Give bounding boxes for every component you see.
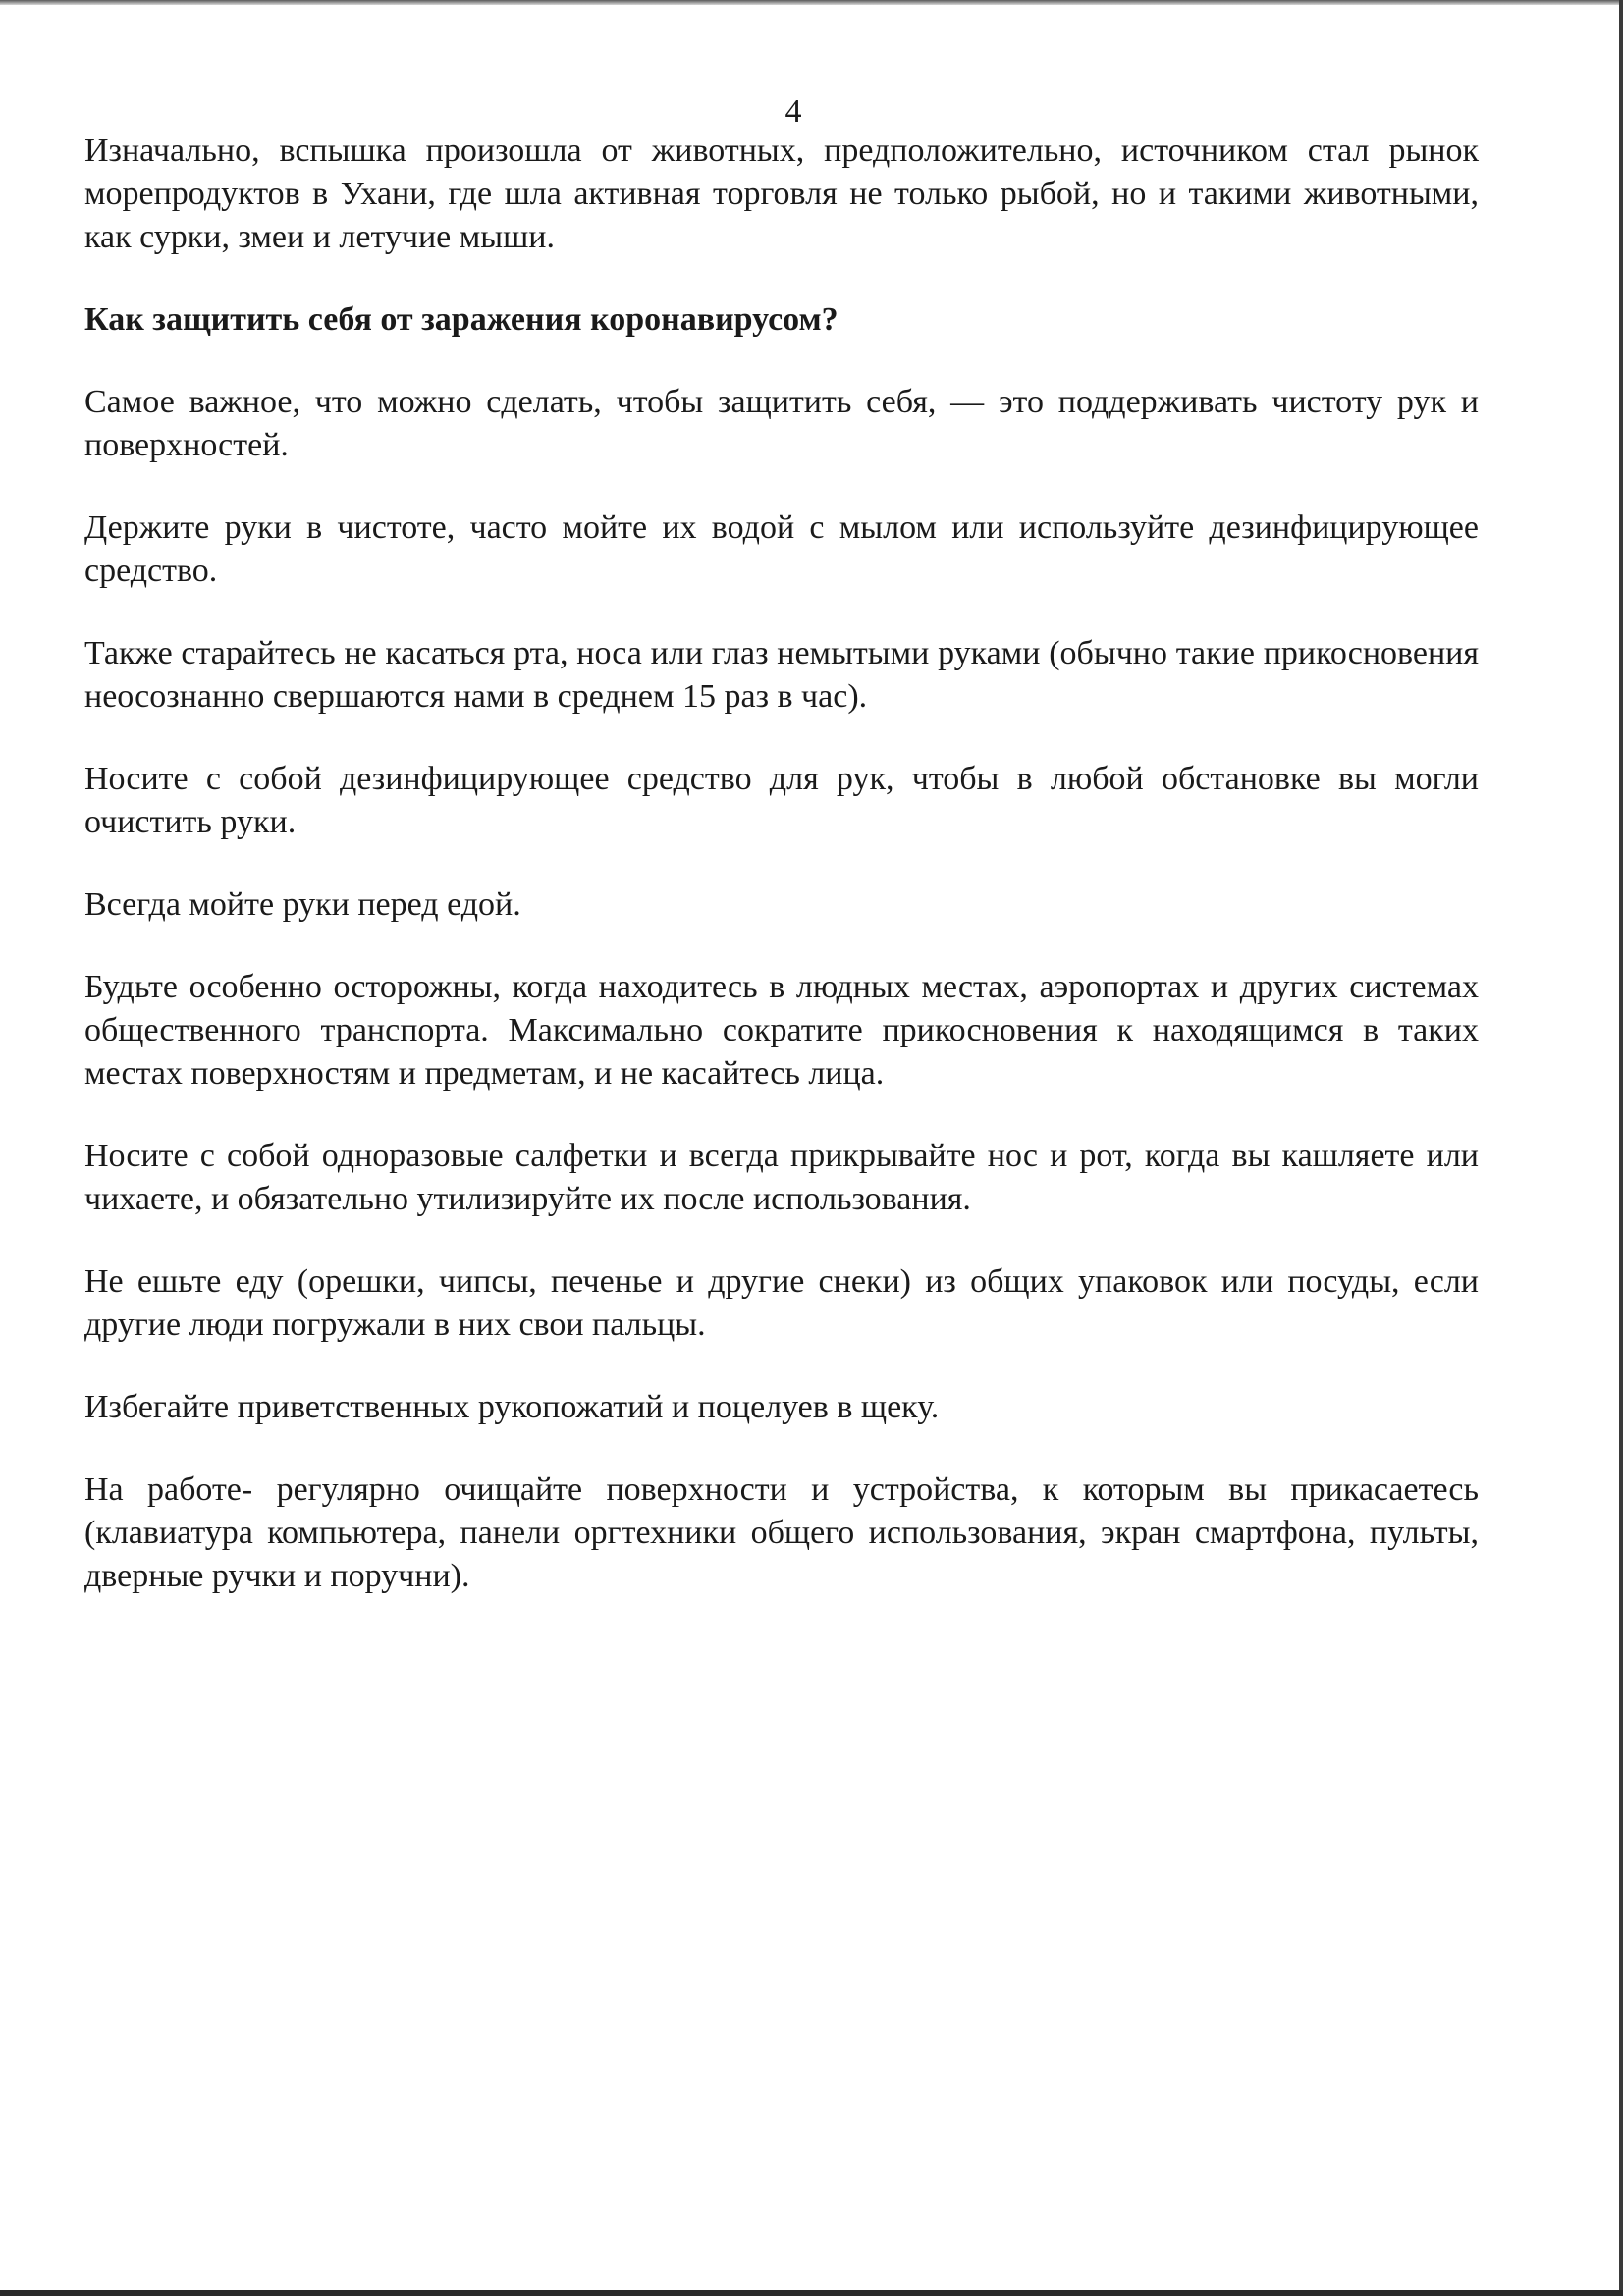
scan-bottom-edge — [0, 2290, 1623, 2296]
paragraph: Всегда мойте руки перед едой. — [84, 886, 521, 923]
scan-top-edge — [0, 0, 1623, 5]
paragraph: Будьте особенно осторожны, когда находитесь в людных местах, аэропортах и других системах общественного транспорта. Максимально сократите прикосновения к находящимся в таких местах поверхностям и предметам, и не касайтесь лица. — [84, 969, 1479, 1092]
paragraph: Также старайтесь не касаться рта, носа или глаз немытыми руками (обычно такие прикосновения неосознанно свершаются нами в среднем 15 раз в час). — [84, 635, 1479, 715]
paragraph: Не ешьте еду (орешки, чипсы, печенье и другие снеки) из общих упаковок или посуды, если другие люди погружали в них свои пальцы. — [84, 1263, 1479, 1343]
paragraph: Носите с собой дезинфицирующее средство для рук, чтобы в любой обстановке вы могли очистить руки. — [84, 761, 1479, 840]
intro-paragraph: Изначально, вспышка произошла от животных, предположительно, источником стал рынок морепродуктов в Ухани, где шла активная торговля не только рыбой, но и такими животными, как сурки, змеи и летучие мыши. — [84, 133, 1479, 255]
paragraph: Держите руки в чистоте, часто мойте их водой с мылом или используйте дезинфицирующее средство. — [84, 509, 1479, 589]
paragraph: На работе- регулярно очищайте поверхности и устройства, к которым вы прикасаетесь (клавиатура компьютера, панели оргтехники общего использования, экран смартфона, пульты, дверные ручки и поручни). — [84, 1471, 1479, 1594]
page-number: 4 — [784, 93, 802, 130]
paragraph: Носите с собой одноразовые салфетки и всегда прикрывайте нос и рот, когда вы кашляете или чихаете, и обязательно утилизируйте их после использования. — [84, 1138, 1479, 1217]
section-heading: Как защитить себя от заражения коронавирусом? — [84, 301, 839, 338]
paragraph: Самое важное, что можно сделать, чтобы защитить себя, — это поддерживать чистоту рук и поверхностей. — [84, 384, 1479, 463]
scan-right-edge — [1619, 0, 1623, 2296]
document-page — [84, 90, 1479, 1637]
paragraph: Избегайте приветственных рукопожатий и поцелуев в щеку. — [84, 1389, 940, 1425]
